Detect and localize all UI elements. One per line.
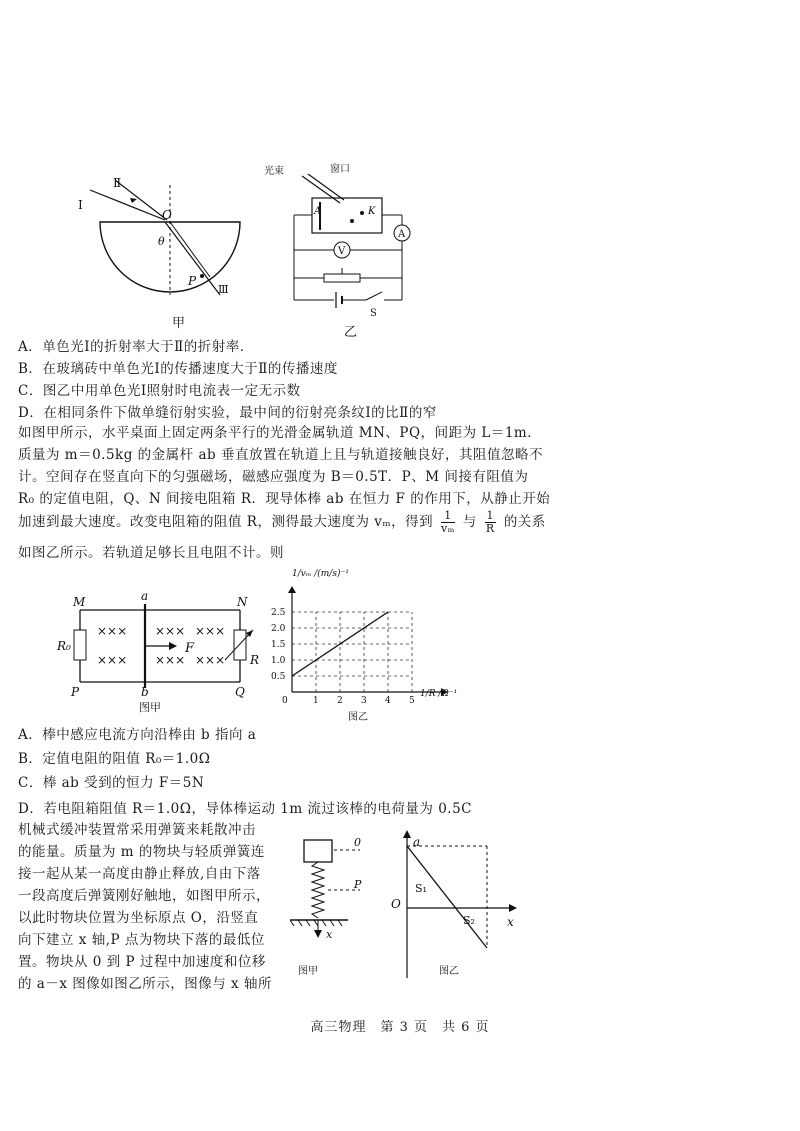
q2-option-b: B．定值电阻的阻值 R₀＝1.0Ω [18, 751, 211, 767]
q3-jia-caption: 图甲 [298, 966, 318, 977]
q2-jia-crosses-6: ××× [195, 653, 226, 667]
q2-fig-jia [55, 590, 270, 715]
chart-y-tick-2.5: 2.5 [271, 608, 286, 618]
q2-frac-1: $\frac{1}{\text{vₘ}}$ [440, 509, 455, 535]
q2-jia-P: P [71, 685, 80, 699]
q1-jia-label-O: O [162, 208, 172, 222]
q1-option-d: D．在相同条件下做单缝衍射实验，最中间的衍射亮条纹Ⅰ的比Ⅱ的窄 [18, 405, 437, 421]
q1-jia-label-theta: θ [158, 235, 165, 248]
q1-yi-label-window: 窗口 [330, 164, 350, 175]
q2-stem-3: 计。空间存在竖直向下的匀强磁场，磁感应强度为 B＝0.5T．P、M 间接有阻值为 [18, 469, 529, 485]
q1-fig-jia [70, 165, 250, 355]
q2-jia-crosses-2: ××× [97, 653, 128, 667]
q2-chart-xlabel: 1/R /Ω⁻¹ [420, 689, 458, 699]
q1-option-a: A．单色光Ⅰ的折射率大于Ⅱ的折射率． [18, 339, 254, 355]
q3-stem-6: 向下建立 x 轴,P 点为物块下落的最低位 [18, 932, 265, 948]
q1-jia-label-P: P [188, 274, 197, 288]
q2-chart-yi [262, 564, 462, 724]
q3-fig-jia [290, 828, 380, 988]
q3-yi-S2: S₂ [463, 914, 475, 927]
chart-y-tick-1.5: 1.5 [271, 640, 286, 650]
q2-stem-5-b: 的关系 [503, 514, 546, 530]
q1-jia-caption: 甲 [172, 316, 186, 331]
q1-yi-label-S: S [370, 308, 377, 319]
q3-jia-x: x [326, 928, 333, 941]
q1-yi-caption: 乙 [344, 325, 358, 340]
q3-yi-caption: 图乙 [439, 966, 459, 977]
q2-stem-4: R₀ 的定值电阻，Q、N 间接电阻箱 R．现导体棒 ab 在恒力 F 的作用下，从静止开始 [18, 491, 551, 507]
q3-stem-3: 接一起从某一高度由静止释放,自由下落 [18, 866, 261, 882]
q3-yi-O: O [391, 897, 401, 911]
chart-x-tick-1: 1 [313, 696, 319, 706]
q1-jia-label-II: Ⅱ [113, 176, 122, 190]
chart-x-tick-5: 5 [409, 696, 415, 706]
q2-jia-crosses-1: ××× [97, 624, 128, 638]
q1-option-b: B．在玻璃砖中单色光Ⅰ的传播速度大于Ⅱ的传播速度 [18, 361, 338, 377]
q2-jia-crosses-3: ××× [155, 624, 186, 638]
chart-y-tick-1.0: 1.0 [271, 656, 286, 666]
q2-frac-2: $\frac{1}{R}$ [485, 509, 495, 535]
q2-jia-M: M [73, 595, 86, 609]
q2-stem-5-mid: 与 [462, 514, 477, 530]
chart-y-arrow [288, 586, 296, 593]
q1-option-c: C．图乙中用单色光Ⅰ照射时电流表一定无示数 [18, 383, 301, 399]
q2-stem-6: 如图乙所示。若轨道足够长且电阻不计。则 [18, 545, 284, 561]
chart-x-tick-2: 2 [337, 696, 343, 706]
q2-stem-2: 质量为 m＝0.5kg 的金属杆 ab 垂直放置在轨道上且与轨道接触良好，其阻值忽略不 [18, 447, 543, 463]
q2-chart-caption: 图乙 [348, 712, 368, 723]
q1-jia-label-III: Ⅲ [218, 283, 229, 296]
q3-stem-5: 以此时物块位置为坐标原点 O，沿竖直 [18, 910, 259, 926]
q1-yi-label-ammeter: A [398, 229, 406, 240]
q3-yi-a: a [413, 835, 421, 849]
q2-jia-R: R [250, 653, 260, 667]
chart-x-tick-4: 4 [385, 696, 391, 706]
chart-origin-label: 0 [282, 696, 288, 706]
q2-chart-ylabel: 1/vₘ /(m/s)⁻¹ [292, 569, 349, 579]
q2-jia-N: N [237, 595, 248, 609]
q2-stem-1: 如图甲所示，水平桌面上固定两条平行的光滑金属轨道 MN、PQ，间距为 L＝1m． [18, 425, 542, 441]
chart-y-tick-2.0: 2.0 [271, 624, 286, 634]
q1-yi-label-K: K [368, 206, 376, 217]
q3-jia-zero: 0 [354, 836, 361, 849]
q1-yi-label-V: V [338, 246, 346, 257]
q2-jia-b: b [141, 685, 149, 699]
q2-stem-5 [18, 510, 546, 535]
chart-y-tick-0.5: 0.5 [271, 672, 286, 682]
q2-jia-Q: Q [235, 685, 245, 699]
q3-stem-4: 一段高度后弹簧刚好触地，如图甲所示， [18, 888, 270, 904]
q2-jia-F: F [185, 641, 195, 656]
q2-option-d: D．若电阻箱阻值 R＝1.0Ω，导体棒运动 1m 流过该棒的电荷量为 0.5C [18, 801, 473, 817]
q1-jia-label-I: Ⅰ [78, 198, 83, 212]
q3-jia-P: P [354, 878, 362, 891]
q2-jia-R0: R₀ [57, 639, 71, 653]
q2-jia-a: a [141, 590, 149, 603]
q2-jia-caption: 图甲 [139, 701, 161, 714]
q2-option-a: A．棒中感应电流方向沿棒由 b 指向 a [18, 727, 257, 743]
q1-fig-yi [262, 158, 422, 348]
q1-yi-label-A: A [314, 206, 322, 217]
q3-stem-7: 置。物块从 0 到 P 过程中加速度和位移 [18, 954, 266, 970]
q3-fig-yi [385, 828, 525, 988]
q1-yi-label-light: 光束 [264, 166, 284, 177]
q3-yi-S1: S₁ [415, 882, 427, 895]
q2-option-c: C．棒 ab 受到的恒力 F＝5N [18, 775, 205, 791]
q3-stem-8: 的 a－x 图像如图乙所示，图像与 x 轴所 [18, 976, 272, 992]
q2-jia-crosses-4: ××× [195, 624, 226, 638]
q3-stem-2: 的能量。质量为 m 的物块与轻质弹簧连 [18, 844, 265, 860]
page-footer: 高三物理 第 3 页 共 6 页 [310, 1020, 490, 1035]
chart-x-tick-3: 3 [361, 696, 367, 706]
q3-stem-1: 机械式缓冲装置常采用弹簧来耗散冲击 [18, 822, 256, 838]
q3-yi-x: x [507, 915, 514, 929]
q2-jia-crosses-5: ××× [155, 653, 186, 667]
q2-stem-5-a: 加速到最大速度。改变电阻箱的阻值 R，测得最大速度为 vₘ，得到 [18, 514, 434, 530]
